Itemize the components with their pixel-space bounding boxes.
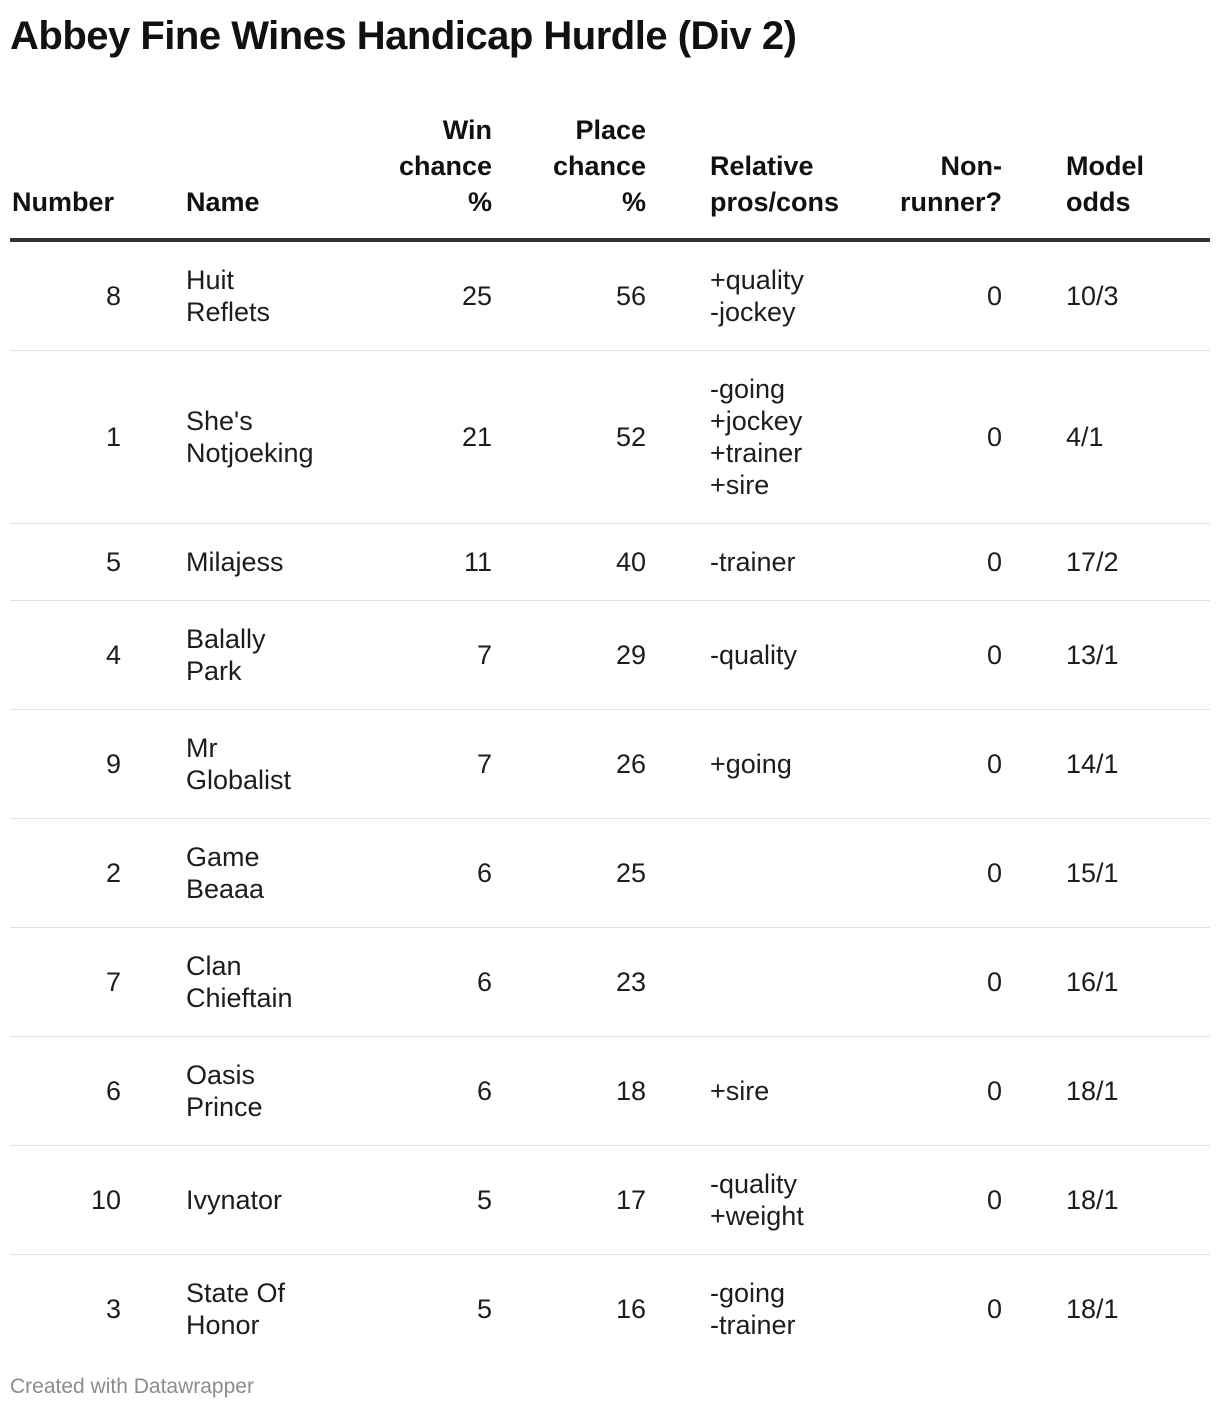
cell-place-chance: 40: [492, 524, 664, 601]
cell-number: 10: [10, 1146, 186, 1255]
cell-place-chance: 52: [492, 351, 664, 524]
cell-name: Balally Park: [186, 601, 336, 710]
cell-model-odds: 14/1: [1018, 710, 1210, 819]
column-header-place-chance[interactable]: Place chance %: [492, 112, 664, 240]
cell-name: Mr Globalist: [186, 710, 336, 819]
chart-title: Abbey Fine Wines Handicap Hurdle (Div 2): [10, 14, 797, 58]
cell-non-runner: 0: [836, 351, 1018, 524]
table-row: [10, 710, 1210, 819]
cell-place-chance: 17: [492, 1146, 664, 1255]
table-row: [10, 1255, 1210, 1364]
cell-number: 7: [10, 928, 186, 1037]
cell-relative: +going: [664, 710, 836, 819]
cell-number: 3: [105, 1294, 121, 1324]
table-row: [10, 240, 1210, 351]
cell-model-odds: 18/1: [1018, 1037, 1210, 1146]
cell-model-odds: 4/1: [1018, 351, 1210, 524]
cell-relative: -going -trainer: [710, 1278, 796, 1340]
cell-name: Oasis Prince: [186, 1037, 336, 1146]
cell-place-chance: 29: [492, 601, 664, 710]
cell-win-chance: 6: [336, 928, 492, 1037]
column-header-non-runner[interactable]: Non- runner?: [836, 112, 1018, 240]
cell-number: 4: [10, 601, 186, 710]
cell-place-chance: 25: [492, 819, 664, 928]
cell-model-odds: 18/1: [1018, 1146, 1210, 1255]
cell-non-runner: 0: [836, 240, 1018, 351]
cell-name: Ivynator: [186, 1146, 336, 1255]
cell-place-chance: 26: [492, 710, 664, 819]
cell-relative: -quality: [664, 601, 836, 710]
table-row: [10, 1146, 1210, 1255]
cell-non-runner: 0: [836, 601, 1018, 710]
cell-name: She's Notjoeking: [186, 351, 336, 524]
table-row: [10, 1037, 1210, 1146]
cell-model-odds: 13/1: [1018, 601, 1210, 710]
table-body: [10, 240, 1210, 1363]
cell-number: 8: [10, 240, 186, 351]
cell-non-runner: 0: [836, 928, 1018, 1037]
column-header-win-chance[interactable]: Win chance %: [336, 112, 492, 240]
cell-non-runner: 0: [986, 1294, 1002, 1324]
column-header-model-odds[interactable]: Model odds: [1018, 112, 1210, 240]
cell-name: State Of Honor: [186, 1278, 286, 1340]
table-row: [10, 351, 1210, 524]
header-row: [10, 112, 1210, 240]
cell-number: 5: [10, 524, 186, 601]
cell-win-chance: 5: [336, 1146, 492, 1255]
cell-name: Game Beaaa: [186, 819, 336, 928]
cell-relative: -trainer: [664, 524, 836, 601]
column-header-name[interactable]: Name: [186, 112, 336, 240]
cell-non-runner: 0: [836, 524, 1018, 601]
cell-number: 1: [10, 351, 186, 524]
cell-relative: -quality +weight: [664, 1146, 836, 1255]
cell-model-odds: 10/3: [1018, 240, 1210, 351]
cell-non-runner: 0: [836, 1146, 1018, 1255]
cell-name: Huit Reflets: [186, 240, 336, 351]
cell-win-chance: 21: [336, 351, 492, 524]
cell-relative: +quality -jockey: [664, 240, 836, 351]
cell-win-chance: 7: [336, 601, 492, 710]
cell-number: 2: [10, 819, 186, 928]
cell-non-runner: 0: [836, 1037, 1018, 1146]
cell-name: Milajess: [186, 524, 336, 601]
table-row: [10, 928, 1210, 1037]
cell-relative: [664, 819, 836, 928]
cell-relative: -going +jockey +trainer +sire: [664, 351, 836, 524]
cell-name: Clan Chieftain: [186, 928, 336, 1037]
cell-win-chance: 11: [336, 524, 492, 601]
cell-win-chance: 5: [476, 1294, 492, 1324]
cell-non-runner: 0: [836, 819, 1018, 928]
cell-model-odds: 16/1: [1018, 928, 1210, 1037]
cell-model-odds: 18/1: [1066, 1294, 1119, 1324]
cell-win-chance: 6: [336, 1037, 492, 1146]
cell-number: 6: [10, 1037, 186, 1146]
cell-win-chance: 7: [336, 710, 492, 819]
column-header-relative[interactable]: Relative pros/cons: [664, 112, 836, 240]
table-row: [10, 601, 1210, 710]
cell-non-runner: 0: [836, 710, 1018, 819]
results-table: [10, 112, 1210, 1363]
table-row: [10, 524, 1210, 601]
cell-win-chance: 25: [336, 240, 492, 351]
cell-place-chance: 56: [492, 240, 664, 351]
cell-model-odds: 17/2: [1018, 524, 1210, 601]
cell-win-chance: 6: [336, 819, 492, 928]
column-header-number[interactable]: Number: [10, 112, 186, 240]
cell-relative: [664, 928, 836, 1037]
table-row: [10, 819, 1210, 928]
cell-place-chance: 16: [615, 1294, 646, 1324]
cell-model-odds: 15/1: [1018, 819, 1210, 928]
footer-credit: Created with Datawrapper: [10, 1375, 254, 1398]
cell-number: 9: [10, 710, 186, 819]
cell-place-chance: 18: [492, 1037, 664, 1146]
cell-place-chance: 23: [492, 928, 664, 1037]
cell-relative: +sire: [664, 1037, 836, 1146]
